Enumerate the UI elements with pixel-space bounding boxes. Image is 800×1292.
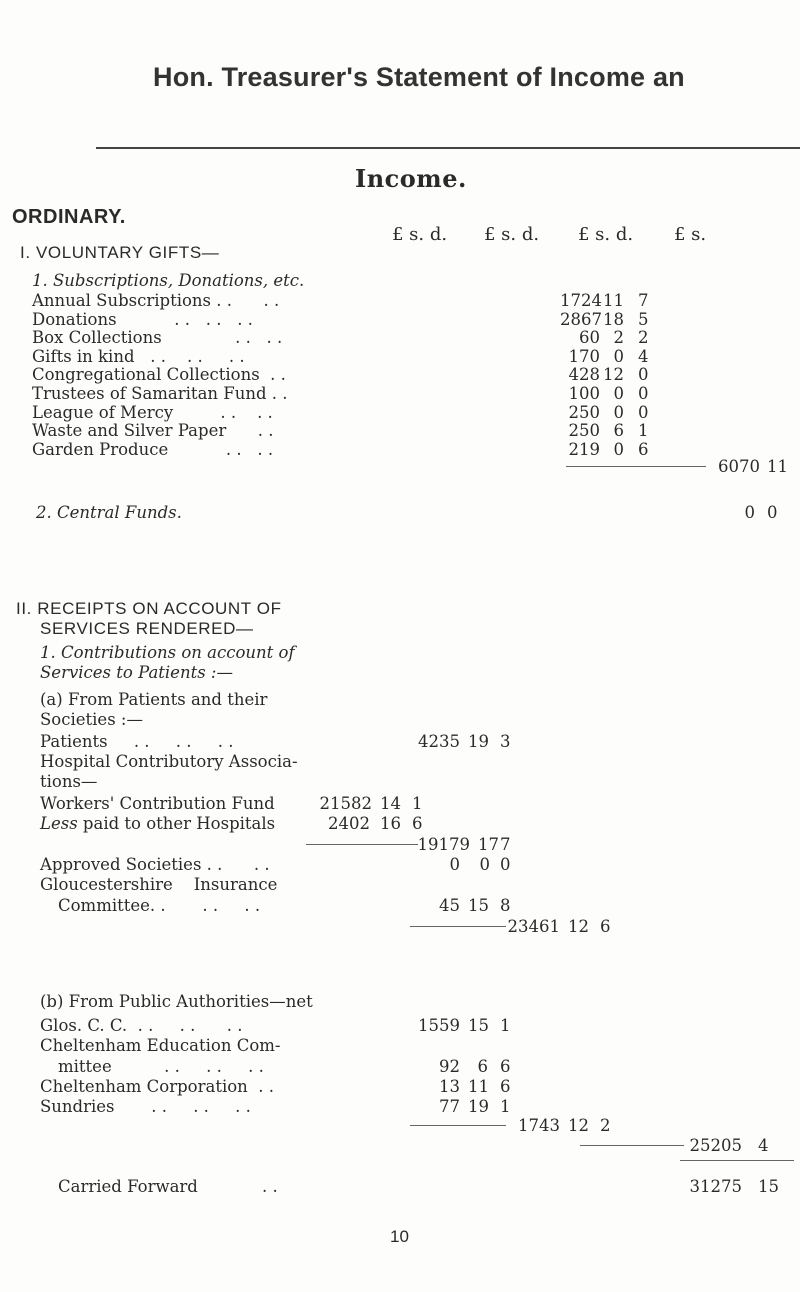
col-header-3: £ s. d. <box>578 224 634 245</box>
authority-row-d: 6 <box>500 1057 511 1076</box>
services-sub-line2: Services to Patients :— <box>40 663 233 682</box>
gift-row-label: Gifts in kind . . . . . . <box>32 346 245 366</box>
gift-row-d: 6 <box>638 439 649 459</box>
services-grand-rule <box>580 1145 684 1146</box>
gift-row-pounds: 1724 <box>560 291 602 310</box>
gift-row-label: Congregational Collections . . <box>32 365 286 385</box>
patients-d: 3 <box>500 732 511 751</box>
gift-row-d: 7 <box>638 291 649 310</box>
approved-s: 0 <box>479 855 490 874</box>
gift-row-pounds: 250 <box>568 402 600 422</box>
patients-label: Patients . . . . . . <box>40 732 234 751</box>
less-pounds: 2402 <box>328 814 370 833</box>
services-sub-line1: 1. Contributions on account of <box>40 643 295 662</box>
authority-row-pounds: 92 <box>439 1057 460 1076</box>
glos-s: 15 <box>468 896 489 915</box>
approved-label: Approved Societies . . . . <box>40 855 270 874</box>
gift-row-label: Garden Produce . . . . <box>32 439 274 459</box>
gift-row-s: 2 <box>613 328 624 348</box>
public-total-rule <box>410 1125 506 1126</box>
patients-total-rule <box>410 926 506 927</box>
hospital-contrib-line1: Hospital Contributory Associa- <box>40 752 298 771</box>
workers-net-rule <box>306 844 418 845</box>
header-rule <box>96 147 800 149</box>
patients-pounds: 4235 <box>418 732 460 751</box>
page-title: Hon. Treasurer's Statement of Income an <box>153 62 685 92</box>
voluntary-heading: I. VOLUNTARY GIFTS— <box>20 243 220 262</box>
gift-row-pounds: 428 <box>568 365 600 385</box>
authority-row-label: Sundries . . . . . . <box>40 1097 251 1116</box>
authority-row-d: 1 <box>500 1097 511 1116</box>
services-heading-line1: II. RECEIPTS ON ACCOUNT OF <box>16 599 282 618</box>
gift-row-d: 4 <box>638 346 649 366</box>
gift-row-s: 0 <box>613 384 624 403</box>
gift-row-d: 0 <box>638 365 649 385</box>
gift-row-s: 12 <box>603 365 624 385</box>
page-number: 10 <box>390 1227 409 1246</box>
glos-insurance-line2: Committee. . . . . . <box>58 896 261 915</box>
voluntary-subtotal-rule <box>566 466 706 467</box>
patients-total-pounds: 23461 <box>507 917 560 936</box>
services-grand-s: 4 <box>758 1136 769 1155</box>
patients-total-s: 12 <box>568 917 589 936</box>
gift-row-d: 5 <box>638 309 649 329</box>
workers-label: Workers' Contribution Fund <box>40 794 275 813</box>
col-header-1: £ s. d. <box>392 224 448 245</box>
central-funds-label: 2. Central Funds. <box>36 503 182 522</box>
public-total-s: 12 <box>568 1116 589 1135</box>
gift-row-s: 0 <box>613 346 624 366</box>
authority-row-label: Cheltenham Corporation . . <box>40 1077 275 1096</box>
gift-row-s: 0 <box>613 402 624 422</box>
carried-forward-rule <box>680 1160 794 1161</box>
ordinary-heading: ORDINARY. <box>12 206 126 228</box>
carried-forward-s: 15 <box>758 1177 779 1196</box>
carried-forward-pounds: 31275 <box>689 1177 742 1196</box>
col-header-4: £ s. <box>674 224 707 245</box>
voluntary-total-s: 11 <box>767 457 788 476</box>
authority-row-label: Glos. C. C. . . . . . . <box>40 1016 243 1035</box>
gift-row-label: Trustees of Samaritan Fund . . <box>32 384 288 403</box>
workers-d: 1 <box>412 794 423 813</box>
patients-s: 19 <box>468 732 489 751</box>
authority-row-pounds: 13 <box>439 1077 460 1096</box>
gift-row-pounds: 170 <box>568 346 600 366</box>
approved-d: 0 <box>500 855 511 874</box>
col-header-2: £ s. d. <box>484 224 540 245</box>
gift-row-label: Waste and Silver Paper . . <box>32 421 274 441</box>
authority-row-label: Cheltenham Education Com- <box>40 1036 281 1055</box>
voluntary-total-pounds: 6070 <box>718 457 760 476</box>
gift-row-label: Box Collections . . . . <box>32 328 283 348</box>
less-label-text: paid to other Hospitals <box>77 814 276 833</box>
glos-pounds: 45 <box>439 896 460 915</box>
workers-pounds: 21582 <box>319 794 372 813</box>
authority-row-s: 19 <box>468 1097 489 1116</box>
public-total-d: 2 <box>600 1116 611 1135</box>
net-d: 7 <box>500 835 511 854</box>
carried-forward-dots: . . <box>262 1177 278 1196</box>
voluntary-subheading: 1. Subscriptions, Donations, etc. <box>32 271 305 290</box>
public-total-pounds: 1743 <box>518 1116 560 1135</box>
gift-row-label: League of Mercy . . . . <box>32 402 273 422</box>
less-word: Less <box>40 814 78 833</box>
authority-row-pounds: 77 <box>439 1097 460 1116</box>
gift-row-label: Annual Subscriptions . . . . <box>32 291 280 310</box>
glos-insurance-line1: Gloucestershire Insurance <box>40 875 278 894</box>
net-s: 17 <box>478 835 499 854</box>
central-funds-pounds: 0 <box>744 503 755 522</box>
gift-row-s: 11 <box>603 291 624 310</box>
less-s: 16 <box>380 814 401 833</box>
workers-s: 14 <box>380 794 401 813</box>
gift-row-label: Donations . . . . . . <box>32 309 253 329</box>
authority-row-label: mittee . . . . . . <box>58 1057 264 1076</box>
gift-row-d: 1 <box>638 421 649 441</box>
gift-row-pounds: 2867 <box>560 309 602 329</box>
gift-row-d: 0 <box>638 402 649 422</box>
glos-d: 8 <box>500 896 511 915</box>
authority-row-s: 6 <box>477 1057 488 1076</box>
patients-section-line2: Societies :— <box>40 710 143 729</box>
authority-row-s: 15 <box>468 1016 489 1035</box>
less-d: 6 <box>412 814 423 833</box>
central-funds-s: 0 <box>767 503 778 522</box>
gift-row-s: 18 <box>603 309 624 329</box>
gift-row-s: 0 <box>613 439 624 459</box>
gift-row-d: 0 <box>638 384 649 403</box>
authority-row-d: 1 <box>500 1016 511 1035</box>
patients-total-d: 6 <box>600 917 611 936</box>
gift-row-pounds: 60 <box>579 328 600 348</box>
hospital-contrib-line2: tions— <box>40 772 98 791</box>
gift-row-d: 2 <box>638 328 649 348</box>
authority-row-d: 6 <box>500 1077 511 1096</box>
net-pounds: 19179 <box>417 835 470 854</box>
gift-row-pounds: 250 <box>568 421 600 441</box>
services-heading-line2: SERVICES RENDERED— <box>40 619 254 638</box>
carried-forward-label: Carried Forward <box>58 1177 198 1196</box>
income-heading: Income. <box>355 164 467 193</box>
gift-row-s: 6 <box>613 421 624 441</box>
services-grand-pounds: 25205 <box>689 1136 742 1155</box>
authority-row-pounds: 1559 <box>418 1016 460 1035</box>
gift-row-pounds: 219 <box>568 439 600 459</box>
approved-pounds: 0 <box>449 855 460 874</box>
less-label <box>40 815 275 833</box>
gift-row-pounds: 100 <box>568 384 600 403</box>
authority-row-s: 11 <box>468 1077 489 1096</box>
patients-section-line1: (a) From Patients and their <box>40 690 268 709</box>
public-authorities-heading: (b) From Public Authorities—net <box>40 992 313 1011</box>
